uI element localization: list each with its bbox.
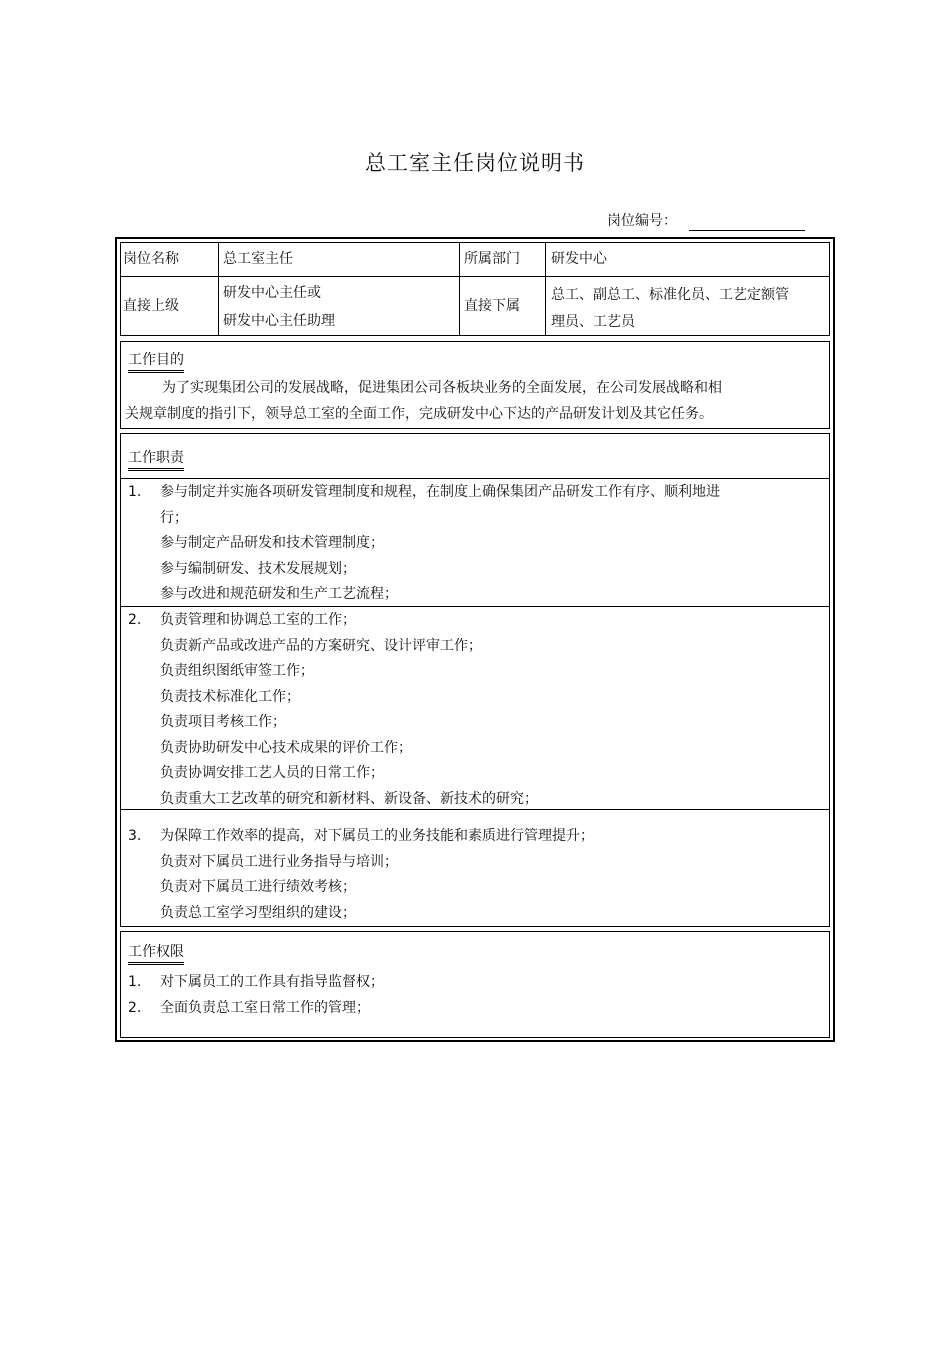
duty-group-1 (160, 480, 720, 608)
department-value: 研发中心 (551, 251, 607, 267)
job-description-table (115, 237, 835, 1042)
direct-subordinate-label: 直接下属 (464, 298, 520, 314)
duty-line: 负责协调安排工艺人员的日常工作； (160, 765, 384, 781)
position-code-label: 岗位编号： (607, 213, 677, 229)
authority-item: 全面负责总工室日常工作的管理； (160, 1000, 370, 1016)
duty-line: 负责总工室学习型组织的建设； (160, 904, 356, 921)
duty-number: 3. (128, 828, 142, 844)
position-code-blank (689, 230, 805, 231)
basic-info-block (120, 242, 830, 336)
duty-line: 参与制定产品研发和技术管理制度； (160, 535, 384, 551)
duty-line: 负责协助研发中心技术成果的评价工作； (160, 739, 412, 756)
duty-line: 负责管理和协调总工室的工作； (160, 612, 356, 628)
duties-heading: 工作职责 (128, 448, 184, 471)
duty-line: 负责对下属员工进行业务指导与培训； (160, 853, 398, 870)
authority-heading: 工作权限 (128, 942, 184, 965)
direct-superior-line2: 研发中心主任助理 (223, 313, 335, 329)
purpose-line1: 为了实现集团公司的发展战略，促进集团公司各板块业务的全面发展，在公司发展战略和相 (162, 380, 722, 396)
purpose-heading: 工作目的 (128, 350, 184, 373)
document-title: 总工室主任岗位说明书 (365, 151, 585, 175)
duties-block (120, 433, 830, 927)
authority-number: 1. (128, 974, 142, 990)
position-name-label: 岗位名称 (123, 251, 179, 267)
duty-line: 行； (160, 509, 188, 526)
duty-line: 负责新产品或改进产品的方案研究、设计评审工作； (160, 637, 482, 654)
direct-superior-line1: 研发中心主任或 (223, 285, 321, 301)
direct-superior-label: 直接上级 (123, 298, 179, 314)
duty-group-2 (160, 608, 538, 812)
duty-line: 负责重大工艺改革的研究和新材料、新设备、新技术的研究； (160, 790, 538, 807)
department-label: 所属部门 (464, 251, 520, 267)
duty-number: 2. (128, 612, 142, 628)
authority-item: 对下属员工的工作具有指导监督权； (160, 974, 384, 990)
purpose-line2: 关规章制度的指引下，领导总工室的全面工作，完成研发中心下达的产品研发计划及其它任务。 (125, 406, 713, 422)
position-name-value: 总工室主任 (223, 251, 293, 267)
duty-number: 1. (128, 484, 142, 500)
duty-line: 参与改进和规范研发和生产工艺流程； (160, 586, 398, 602)
duty-line: 负责组织图纸审签工作； (160, 663, 314, 679)
purpose-block (120, 341, 830, 429)
authority-number: 2. (128, 1000, 142, 1016)
duty-line: 参与编制研发、技术发展规划； (160, 560, 356, 577)
duty-line: 负责技术标准化工作； (160, 688, 300, 705)
duty-line: 负责项目考核工作； (160, 714, 286, 730)
direct-subordinate-line2: 理员、工艺员 (551, 314, 635, 330)
duty-line: 为保障工作效率的提高，对下属员工的业务技能和素质进行管理提升； (160, 828, 594, 844)
authority-block (120, 931, 830, 1038)
direct-subordinate-line1: 总工、副总工、标准化员、工艺定额管 (551, 287, 789, 303)
duty-group-3 (160, 824, 594, 926)
duty-line: 负责对下属员工进行绩效考核； (160, 879, 356, 895)
duty-line: 参与制定并实施各项研发管理制度和规程，在制度上确保集团产品研发工作有序、顺利地进 (160, 484, 720, 500)
